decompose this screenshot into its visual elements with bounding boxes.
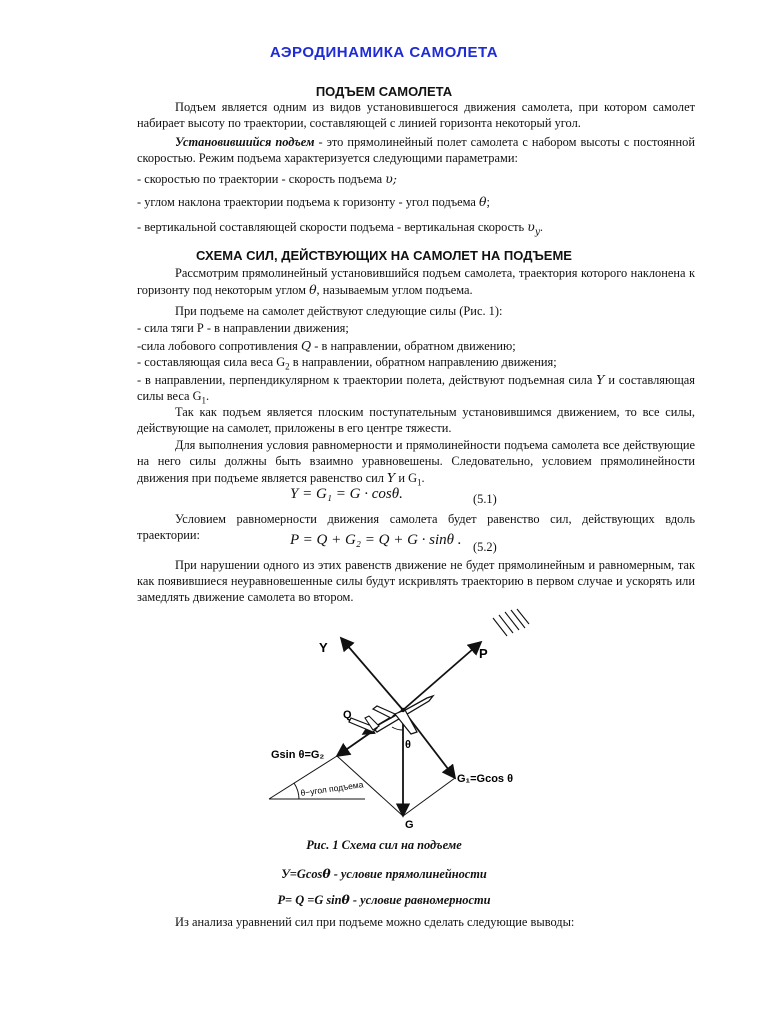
condition-2-text-a: P= Q =G sin: [277, 893, 342, 907]
force-drag-text-a: -сила лобового сопротивления: [137, 339, 298, 353]
condition-2-symbol: θ: [341, 892, 350, 907]
param-vertical-subscript: y: [534, 227, 540, 238]
consider-text-a: Рассмотрим прямолинейный установившийся подъем самолета, траектория которого наклонена к горизонту под некоторым углом: [137, 266, 695, 297]
force-lift-text-b: и составляющая силы веса G: [137, 373, 695, 403]
balance-text-b: и G: [398, 470, 418, 485]
label-drag: Q: [343, 709, 352, 721]
force-diagram: [245, 606, 545, 831]
construction-line-right: [403, 778, 455, 816]
balance-end: .: [421, 470, 425, 485]
definition-text: - это прямолинейный полет самолета с набором высоты с постоянной скоростью. Режим подъема характеризуется следующими параметрами:: [137, 135, 695, 165]
paragraph-balance: [137, 438, 695, 491]
force-lift-end: .: [206, 388, 210, 403]
balance-symbol: Y: [387, 469, 396, 485]
force-lift-subscript: 1: [201, 395, 207, 406]
figure-caption: Рис. 1 Схема сил на подъеме: [306, 838, 462, 852]
label-g2: Gsin θ=G₂: [271, 749, 325, 761]
section-heading-forces: СХЕМА СИЛ, ДЕЙСТВУЮЩИХ НА САМОЛЕТ НА ПОДЪЕМЕ: [196, 248, 572, 263]
paragraph-definition: [137, 135, 695, 167]
paragraph-plane-motion: Так как подъем является плоским поступательным установившимся движением, то все силы, действующие на самолет, приложены в его центре тяжести.: [137, 405, 695, 435]
force-drag-text-b: - в направлении, обратном движению;: [314, 339, 516, 353]
condition-1-symbol: θ: [322, 866, 331, 881]
condition-2-text-b: - условие равномерности: [349, 893, 491, 907]
force-lift-symbol: Y: [596, 372, 605, 387]
label-lift: Y: [319, 640, 328, 655]
consider-symbol: θ: [309, 281, 317, 297]
paragraph-conclusion: Из анализа уравнений сил при подъеме можно сделать следующие выводы:: [175, 915, 575, 929]
label-climb-angle: θ−угол подъема: [299, 779, 364, 798]
equation-5-1: Y = G₁ = G · cosθ.: [290, 486, 403, 502]
force-g2-subscript: 2: [285, 361, 290, 372]
param-angle: [137, 194, 490, 210]
force-lift-g1: [137, 372, 695, 409]
param-angle-text: - углом наклона траектории подъема к горизонту - угол подъема: [137, 195, 476, 209]
condition-uniformity: [0, 892, 768, 908]
force-lift-text-a: - в направлении, перпендикулярном к траектории полета, действуют подъемная сила: [137, 373, 593, 387]
param-speed-text: - скоростью по траектории - скорость подъема: [137, 172, 383, 186]
label-theta: θ: [405, 739, 411, 751]
param-vertical-end: .: [539, 220, 544, 234]
paragraph-forces-intro: При подъеме на самолет действуют следующие силы (Рис. 1):: [175, 304, 503, 318]
paragraph-consider: [137, 266, 695, 299]
section-heading-climb: ПОДЪЕМ САМОЛЕТА: [315, 84, 453, 99]
paragraph-intro: Подъем является одним из видов установившегося движения самолета, при котором самолет набирает высоту по траектории, составляющей с линией горизонта некоторый угол.: [137, 100, 695, 130]
force-g2-text-b: в направлении, обратном направлению движения;: [289, 355, 557, 369]
climb-angle-arc: [294, 783, 299, 799]
condition-1-text-a: У=Gcos: [281, 867, 323, 881]
force-g2-text-a: - составляющая сила веса G: [137, 355, 286, 369]
param-vertical-speed: [137, 219, 543, 240]
force-drag-symbol: Q: [300, 338, 312, 353]
balance-text-a: Для выполнения условия равномерности и прямолинейности подъема самолета все действующие на него силы должны быть взаимно уравновешены. Следовательно, условием прямолинейности движения при подъеме является равенство сил: [137, 438, 695, 485]
equation-5-2: P = Q + G₂ = Q + G · sinθ .: [290, 532, 462, 548]
param-angle-symbol: θ: [479, 194, 487, 209]
airflow-arrows: [493, 609, 529, 636]
param-speed-symbol: υ;: [385, 171, 397, 186]
theta-arc: [392, 727, 403, 730]
label-thrust: P: [479, 646, 488, 661]
document-title: АЭРОДИНАМИКА САМОЛЕТА: [269, 44, 499, 61]
param-vertical-text: - вертикальной составляющей скорости подъема - вертикальная скорость: [137, 220, 525, 234]
paragraph-uniformity: Условием равномерности движения самолета будет равенство сил, действующих вдоль траектории:: [137, 512, 695, 542]
airplane-icon: [349, 696, 433, 734]
force-thrust: - сила тяги Р - в направлении движения;: [137, 321, 349, 335]
param-angle-end: ;: [486, 195, 490, 209]
condition-1-text-b: - условие прямолинейности: [330, 867, 487, 881]
equation-5-2-number: (5.2): [473, 540, 497, 554]
definition-term: Установившийся подъем: [175, 135, 315, 149]
consider-text-b: , называемым углом подъема.: [316, 282, 473, 297]
condition-straightness: [0, 866, 768, 882]
force-drag: [137, 338, 516, 354]
param-vertical-symbol: υ: [527, 219, 535, 234]
equation-5-1-number: (5.1): [473, 492, 497, 506]
param-speed: [137, 171, 397, 187]
thrust-vector: [403, 642, 481, 710]
lift-vector: [341, 638, 403, 710]
label-g1: G₁=Gcos θ: [457, 773, 514, 785]
paragraph-violation: При нарушении одного из этих равенств движение не будет прямолинейным и равномерным, так как появившиеся неуравновешенные силы будут искривлять траекторию в первом случае и ускорять или замедлять движение самолета во втором.: [137, 558, 695, 604]
balance-subscript: 1: [417, 477, 422, 488]
label-weight: G: [405, 819, 414, 831]
